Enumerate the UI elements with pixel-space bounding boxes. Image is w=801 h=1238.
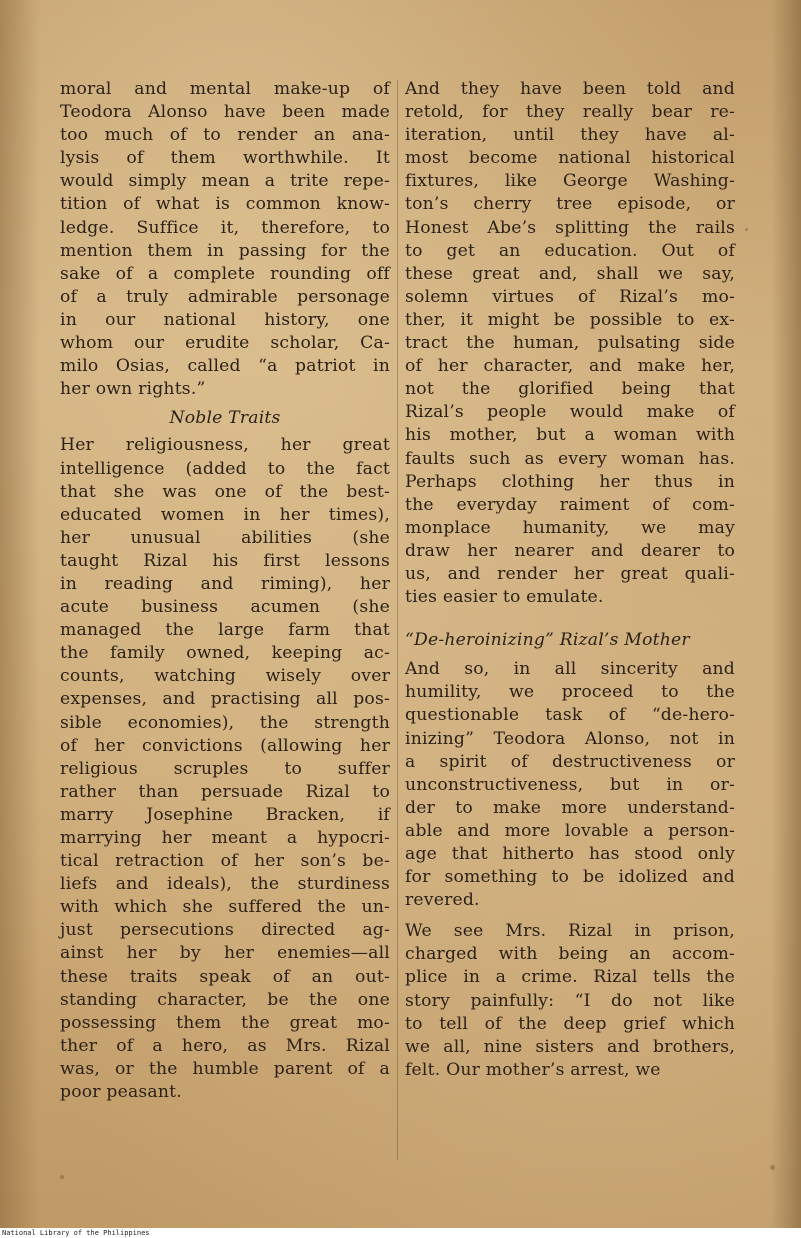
text-line: counts, watching wisely over [60, 666, 390, 687]
text-line: for something to be idolized and [405, 867, 735, 888]
text-line: the family owned, keeping ac- [60, 643, 390, 664]
text-line: we all, nine sisters and brothers, [405, 1036, 735, 1057]
section-heading-noble-traits: Noble Traits [169, 408, 281, 429]
text-line: to tell of the deep grief which [405, 1013, 735, 1034]
text-line: inizing” Teodora Alonso, not in [405, 728, 735, 749]
text-line: ledge. Suffice it, therefore, to [60, 217, 390, 238]
text-line: story painfully: “I do not like [405, 990, 735, 1011]
text-line: milo Osias, called “a patriot in [60, 356, 390, 377]
text-line: charged with being an accom- [405, 944, 735, 965]
text-line: of her character, and make her, [405, 356, 735, 377]
text-line: taught Rizal his first lessons [60, 550, 390, 571]
text-line: questionable task of “de-hero- [405, 705, 735, 726]
text-line: tition of what is common know- [60, 194, 390, 215]
text-line: moral and mental make-up of [60, 79, 390, 99]
right-paragraph-2 [405, 658, 735, 912]
paper-speck [60, 1175, 64, 1179]
text-line: felt. Our mother’s arrest, we [405, 1059, 661, 1080]
text-line: her unusual abilities (she [60, 527, 390, 548]
text-line: managed the large farm that [60, 620, 390, 641]
text-line: And so, in all sincerity and [405, 659, 735, 680]
text-line: ther, it might be possible to ex- [405, 309, 735, 330]
right-paragraph-3 [405, 920, 735, 1082]
text-line: acute business acumen (she [60, 597, 390, 618]
text-line: his mother, but a woman with [405, 425, 735, 446]
text-line: of a truly admirable personage [60, 286, 390, 307]
text-line: not the glorified being that [405, 379, 735, 400]
section-heading-de-heroinizing: “De-heroinizing” Rizal’s Mother [405, 630, 690, 651]
paper-speck [770, 1165, 775, 1170]
text-line: her own rights.” [60, 379, 206, 400]
text-line: mention them in passing for the [60, 240, 390, 261]
text-line: sake of a complete rounding off [60, 263, 390, 284]
text-line: draw her nearer and dearer to [405, 540, 735, 561]
text-line: faults such as every woman has. [405, 448, 735, 469]
text-line: ainst her by her enemies—all [60, 943, 390, 964]
text-line: marry Josephine Bracken, if [60, 804, 390, 825]
text-line: Perhaps clothing her thus in [405, 471, 735, 492]
text-line: educated women in her times), [60, 504, 390, 525]
text-line: rather than persuade Rizal to [60, 781, 390, 802]
text-line: expenses, and practising all pos- [60, 689, 390, 710]
text-line: iteration, until they have al- [405, 125, 735, 146]
text-line: ther of a hero, as Mrs. Rizal [60, 1035, 390, 1056]
text-line: too much of to render an ana- [60, 125, 390, 146]
text-line: the everyday raiment of com- [405, 494, 735, 515]
text-line: would simply mean a trite repe- [60, 171, 390, 192]
left-column [60, 78, 390, 1104]
text-line: that she was one of the best- [60, 481, 390, 502]
text-line: age that hitherto has stood only [405, 844, 735, 864]
text-line: poor peasant. [60, 1082, 182, 1103]
text-line: these traits speak of an out- [60, 966, 390, 987]
text-line: ton’s cherry tree episode, or [405, 194, 735, 215]
text-line: in reading and riming), her [60, 573, 390, 594]
text-line: in our national history, one [60, 309, 390, 330]
text-line: unconstructiveness, but in or- [405, 774, 735, 795]
page-shadow-left [0, 0, 40, 1228]
right-paragraph-1 [405, 78, 735, 609]
text-line: religious scruples to suffer [60, 758, 390, 779]
text-line: just persecutions directed ag- [60, 920, 390, 941]
footer-credit: National Library of the Philippines [0, 1228, 801, 1238]
left-paragraph-1 [60, 78, 390, 401]
column-divider [397, 80, 398, 1160]
text-line: We see Mrs. Rizal in prison, [405, 921, 735, 942]
text-line: retold, for they really bear re- [405, 102, 735, 123]
text-line: tical retraction of her son’s be- [60, 851, 390, 872]
text-line: revered. [405, 890, 480, 911]
text-line: these great and, shall we say, [405, 263, 735, 284]
paper-speck [745, 228, 748, 231]
text-line: with which she suffered the un- [60, 897, 390, 918]
text-line: lysis of them worthwhile. It [60, 148, 390, 169]
text-line: able and more lovable a person- [405, 820, 735, 841]
text-line: was, or the humble parent of a [60, 1058, 390, 1079]
text-line: ties easier to emulate. [405, 587, 604, 608]
left-paragraph-2 [60, 434, 390, 1104]
text-line: fixtures, like George Washing- [405, 171, 735, 192]
text-line: tract the human, pulsating side [405, 333, 735, 354]
text-line: der to make more understand- [405, 797, 735, 818]
text-line: intelligence (added to the fact [60, 458, 390, 479]
text-line: monplace humanity, we may [405, 517, 735, 538]
text-line: us, and render her great quali- [405, 563, 735, 584]
text-line: whom our erudite scholar, Ca- [60, 333, 390, 354]
text-line: marrying her meant a hypocri- [60, 828, 390, 848]
text-line: most become national historical [405, 148, 735, 169]
text-line: liefs and ideals), the sturdiness [60, 874, 390, 895]
text-line: a spirit of destructiveness or [405, 751, 735, 772]
text-line: Honest Abe’s splitting the rails [405, 217, 735, 238]
text-line: Teodora Alonso have been made [60, 102, 390, 123]
text-line: standing character, be the one [60, 989, 390, 1010]
text-line: to get an education. Out of [405, 240, 735, 261]
text-line: humility, we proceed to the [405, 682, 735, 703]
right-column [405, 78, 735, 1082]
text-line: sible economies), the strength [60, 712, 390, 733]
text-line: of her convictions (allowing her [60, 735, 390, 756]
text-line: plice in a crime. Rizal tells the [405, 967, 735, 988]
page-shadow-right [771, 0, 801, 1228]
text-line: possessing them the great mo- [60, 1012, 390, 1033]
text-line: And they have been told and [405, 79, 735, 99]
text-line: solemn virtues of Rizal’s mo- [405, 286, 735, 307]
text-line: Her religiousness, her great [60, 435, 390, 456]
text-line: Rizal’s people would make of [405, 402, 735, 423]
